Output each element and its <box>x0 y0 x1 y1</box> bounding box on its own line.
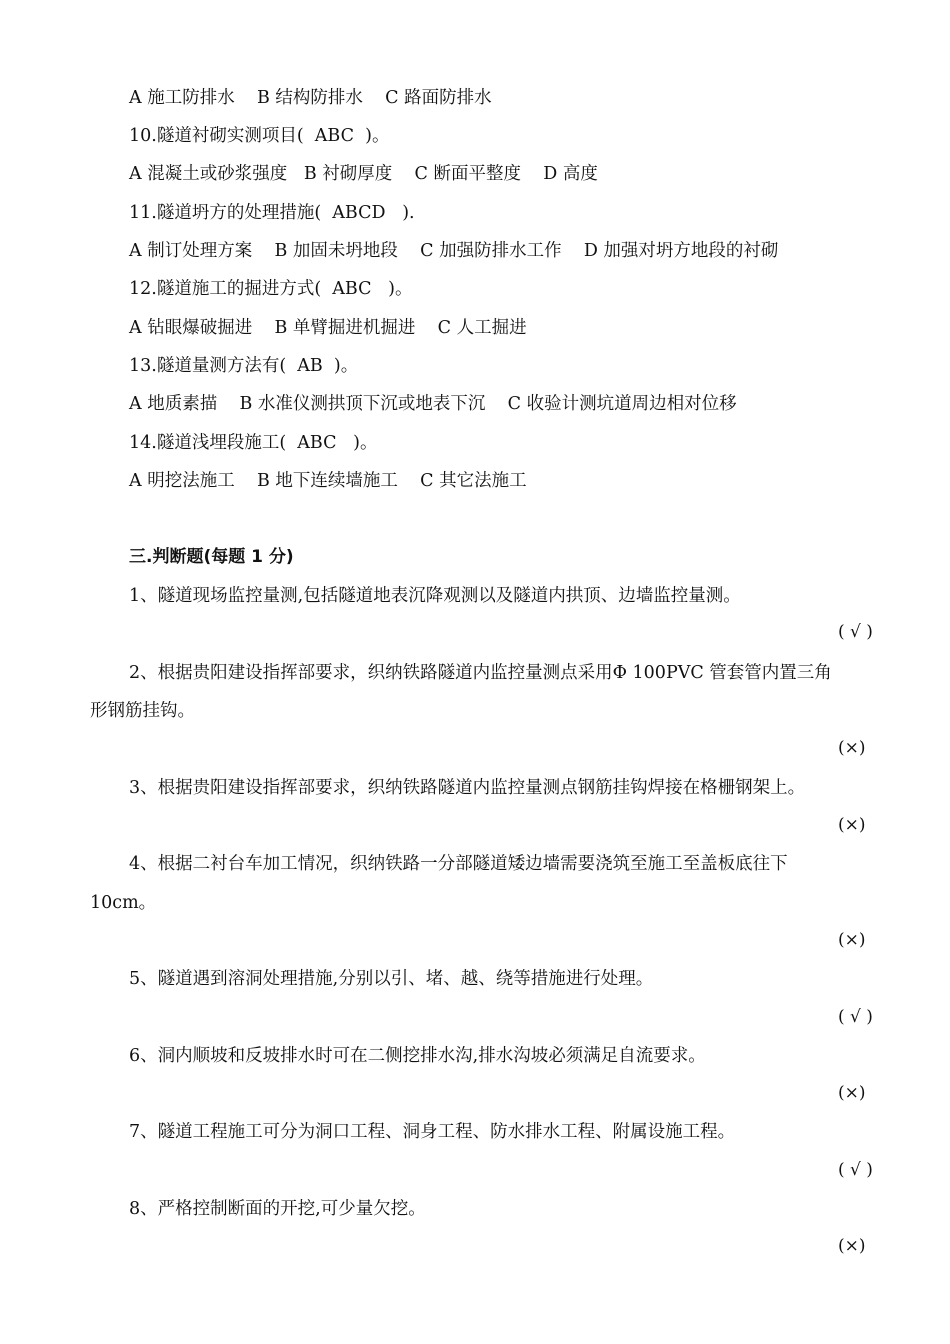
option-line-11: A 制订处理方案 B 加固未坍地段 C 加强防排水工作 D 加强对坍方地段的衬砌 <box>129 241 779 261</box>
judgment-2-mark: (×) <box>838 738 866 758</box>
option-line-12: A 钻眼爆破掘进 B 单臂掘进机掘进 C 人工掘进 <box>129 318 527 338</box>
judgment-8: 8、严格控制断面的开挖,可少量欠挖。 <box>129 1199 426 1219</box>
judgment-6-mark: (×) <box>838 1083 866 1103</box>
judgment-4-cont: 10cm。 <box>90 893 157 913</box>
option-line-14: A 明挖法施工 B 地下连续墙施工 C 其它法施工 <box>129 471 527 491</box>
judgment-1-mark: ( √ ) <box>838 622 873 642</box>
option-line-9: A 施工防排水 B 结构防排水 C 路面防排水 <box>129 88 492 108</box>
judgment-3-mark: (×) <box>838 815 866 835</box>
judgment-3: 3、根据贵阳建设指挥部要求，织纳铁路隧道内监控量测点钢筋挂钩焊接在格栅钢架上。 <box>129 778 806 798</box>
judgment-4: 4、根据二衬台车加工情况，织纳铁路一分部隧道矮边墙需要浇筑至施工至盖板底往下 <box>129 854 788 874</box>
question-14: 14.隧道浅埋段施工( ABC )。 <box>129 433 378 453</box>
option-line-13: A 地质素描 B 水准仪测拱顶下沉或地表下沉 C 收验计测坑道周边相对位移 <box>129 394 737 414</box>
judgment-8-mark: (×) <box>838 1236 866 1256</box>
judgment-2: 2、根据贵阳建设指挥部要求，织纳铁路隧道内监控量测点采用Φ 100PVC 管套管内置三角 <box>129 663 832 683</box>
judgment-5: 5、隧道遇到溶洞处理措施,分别以引、堵、越、绕等措施进行处理。 <box>129 969 654 989</box>
judgment-2-cont: 形钢筋挂钩。 <box>90 701 195 721</box>
judgment-1: 1、隧道现场监控量测,包括隧道地表沉降观测以及隧道内拱顶、边墙监控量测。 <box>129 586 741 606</box>
question-13: 13.隧道量测方法有( AB )。 <box>129 356 359 376</box>
judgment-4-mark: (×) <box>838 930 866 950</box>
judgment-6: 6、洞内顺坡和反坡排水时可在二侧挖排水沟,排水沟坡必须满足自流要求。 <box>129 1046 706 1066</box>
judgment-5-mark: ( √ ) <box>838 1007 873 1027</box>
option-line-10: A 混凝土或砂浆强度 B 衬砌厚度 C 断面平整度 D 高度 <box>129 164 598 184</box>
question-12: 12.隧道施工的掘进方式( ABC )。 <box>129 279 413 299</box>
judgment-7: 7、隧道工程施工可分为洞口工程、洞身工程、防水排水工程、附属设施工程。 <box>129 1122 736 1142</box>
section-heading: 三.判断题(每题 1 分) <box>129 547 294 567</box>
question-10: 10.隧道衬砌实测项目( ABC )。 <box>129 126 390 146</box>
judgment-7-mark: ( √ ) <box>838 1160 873 1180</box>
question-11: 11.隧道坍方的处理措施( ABCD ). <box>129 203 415 223</box>
